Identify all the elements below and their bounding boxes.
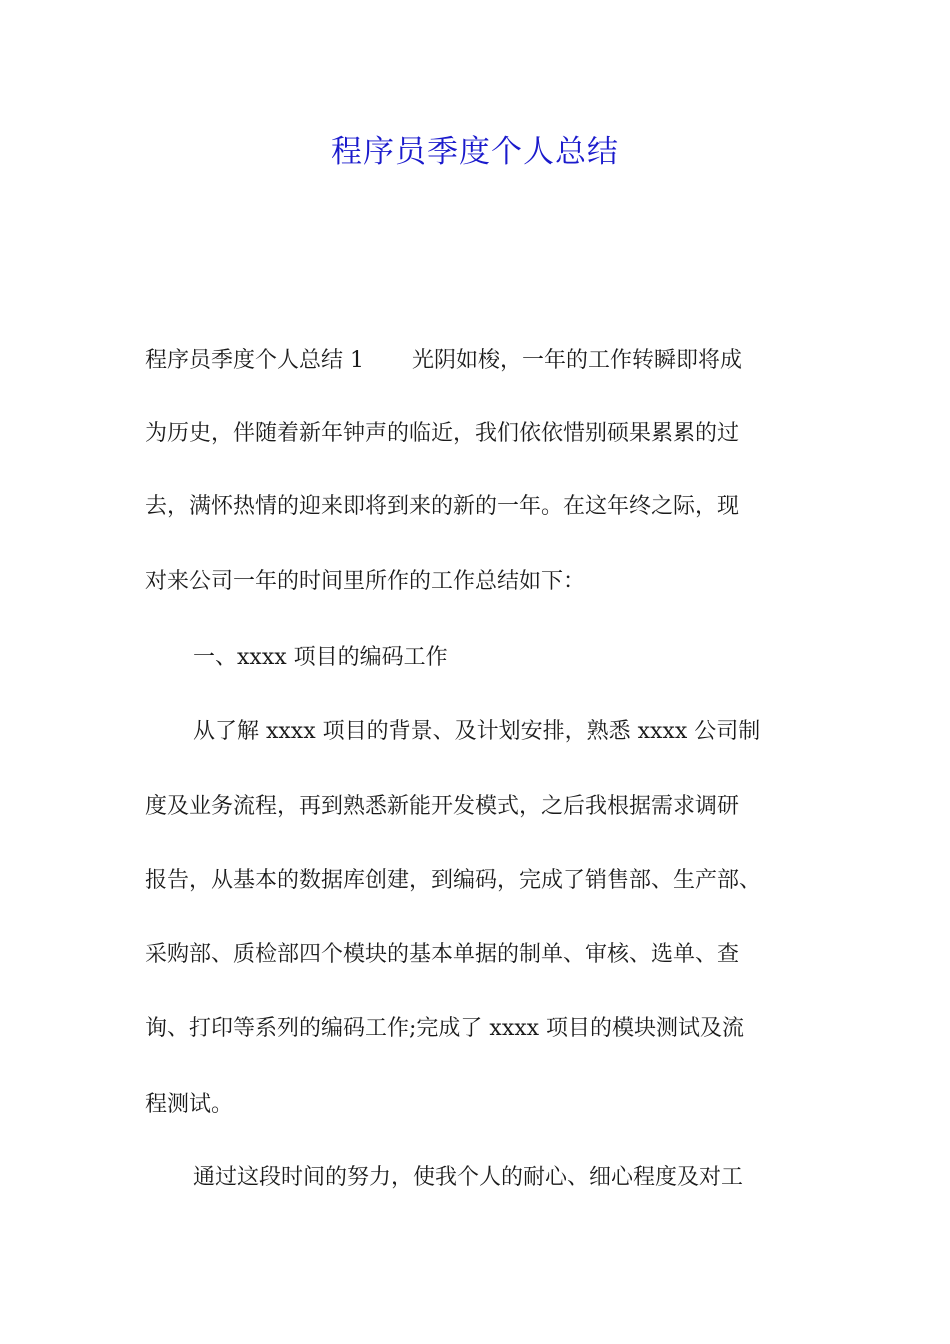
document-title: 程序员季度个人总结 [331,134,619,170]
paragraph-line: 报告，从基本的数据库创建，到编码，完成了销售部、生产部、 [145,868,762,893]
paragraph-line: 通过这段时间的努力，使我个人的耐心、细心程度及对工 [193,1165,744,1190]
paragraph-line: 去，满怀热情的迎来即将到来的新的一年。在这年终之际，现 [145,494,740,519]
paragraph-line: 从了解 xxxx 项目的背景、及计划安排，熟悉 xxxx 公司制 [193,719,761,744]
paragraph-line [145,345,742,377]
paragraph-line: 询、打印等系列的编码工作;完成了 xxxx 项目的模块测试及流 [145,1016,745,1041]
section-heading: 一、xxxx 项目的编码工作 [193,645,448,670]
paragraph-line: 采购部、质检部四个模块的基本单据的制单、审核、选单、查 [145,942,740,967]
paragraph-line: 对来公司一年的时间里所作的工作总结如下： [145,569,586,594]
paragraph-line: 度及业务流程，再到熟悉新能开发模式，之后我根据需求调研 [145,794,740,819]
paragraph-line: 程测试。 [145,1092,234,1117]
section-heading-inline: 程序员季度个人总结 1 [145,348,364,373]
paragraph-line: 为历史，伴随着新年钟声的临近，我们依依惜别硕果累累的过 [145,421,740,446]
paragraph-text: 光阴如梭，一年的工作转瞬即将成 [412,348,743,373]
